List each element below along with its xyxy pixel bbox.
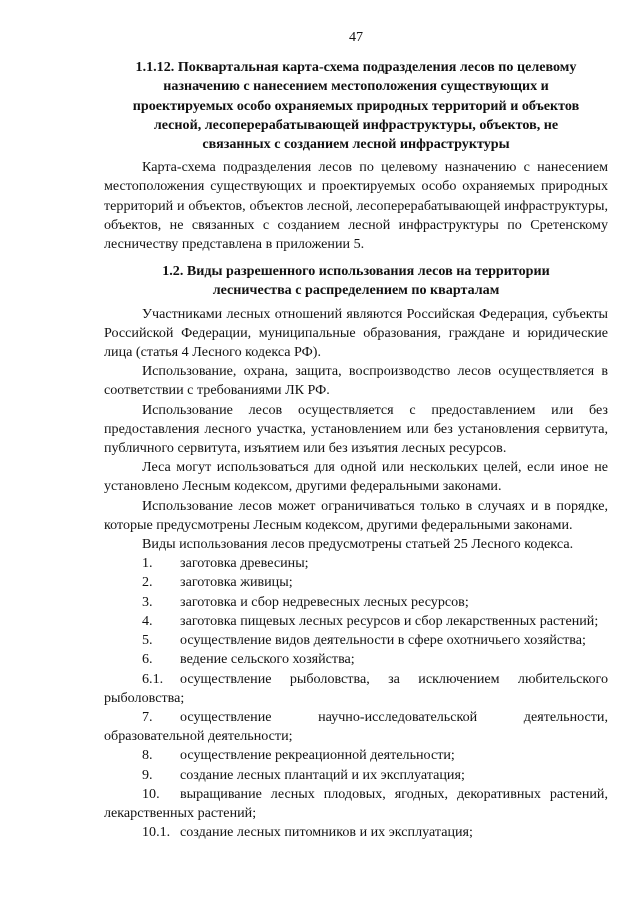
section-paragraph: Использование лесов осуществляется с предоставлением или без предоставления лесного участка, установлением или без установления сервитута, публичного сервитута, изъятием или без изъятия лесных ресурсов. <box>104 401 608 457</box>
list-item <box>104 766 608 785</box>
list-item-number: 6. <box>142 651 153 668</box>
list-item-text: осуществление научно-исследовательской деятельности, образовательной деятельности; <box>104 708 608 745</box>
section-paragraph: Виды использования лесов предусмотрены статьей 25 Лесного кодекса. <box>142 536 574 553</box>
list-item-text: осуществление рыболовства, за исключением любительского рыболовства; <box>104 670 608 706</box>
list-item-number: 9. <box>142 766 153 783</box>
list-item-number: 5. <box>142 632 153 649</box>
forest-use-list <box>104 554 608 842</box>
list-item <box>104 785 608 823</box>
section-paragraph: Карта-схема подразделения лесов по целевому назначению с нанесением местоположения существующих и проектируемых особо охраняемых природных территорий и объектов, объектов лесной, лесоперерабатывающей инфраструктуры, объектов, не связанных с созданием лесной инфраструктуры по Сретенскому лесничеству представлена в приложении 5. <box>104 159 608 253</box>
list-item-number: 8. <box>142 747 153 764</box>
list-item-text: заготовка живицы; <box>180 574 293 591</box>
list-item-text: выращивание лесных плодовых, ягодных, декоративных растений, лекарственных растений; <box>104 785 608 821</box>
section-paragraph: Леса могут использоваться для одной или нескольких целей, если иное не установлено Лесным кодексом, другими федеральными законами. <box>104 459 608 495</box>
heading-line: 1.2. Виды разрешенного использования лесов на территории <box>162 263 550 280</box>
list-item-text: заготовка древесины; <box>180 555 309 572</box>
page-number: 47 <box>348 29 364 45</box>
list-item <box>104 593 608 612</box>
list-item-text: создание лесных плантаций и их эксплуатация; <box>180 766 465 783</box>
list-item <box>104 573 608 592</box>
list-item-text: заготовка пищевых лесных ресурсов и сбор лекарственных растений; <box>180 612 599 629</box>
list-item-number: 6.1. <box>142 670 164 687</box>
list-item-number: 3. <box>142 593 153 610</box>
list-item-text: осуществление видов деятельности в сфере охотничьего хозяйства; <box>180 632 586 649</box>
section-heading-1-2 <box>104 262 608 300</box>
list-item <box>104 612 608 631</box>
list-item-text: заготовка и сбор недревесных лесных ресурсов; <box>180 593 469 610</box>
list-item <box>104 631 608 650</box>
heading-line: назначению с нанесением местоположения существующих и <box>163 78 549 95</box>
list-item-number: 10.1. <box>142 824 171 841</box>
section-paragraph: Использование, охрана, защита, воспроизводство лесов осуществляется в соответствии с требованиями ЛК РФ. <box>104 363 608 399</box>
list-item-number: 1. <box>142 555 153 572</box>
heading-line: лесничества с распределением по кварталам <box>212 282 500 299</box>
list-item <box>104 650 608 669</box>
list-item <box>104 746 608 765</box>
section-paragraph: Использование лесов может ограничиваться только в случаях и в порядке, которые предусмотрены Лесным кодексом, другими федеральными законами. <box>104 497 608 533</box>
list-item-number: 4. <box>142 612 153 629</box>
heading-line: проектируемых особо охраняемых природных территорий и объектов <box>132 97 580 114</box>
section-paragraph: Участниками лесных отношений являются Российская Федерация, субъекты Российской Федерации, муниципальные образования, граждане и юридические лица (статья 4 Лесного кодекса РФ). <box>104 305 608 361</box>
list-item <box>104 670 608 708</box>
list-item-text: создание лесных питомников и их эксплуатация; <box>180 824 473 841</box>
list-item <box>104 554 608 573</box>
heading-line: 1.1.12. Поквартальная карта-схема подразделения лесов по целевому <box>135 59 577 76</box>
section-heading-1-1-12 <box>104 58 608 154</box>
list-item-text: осуществление рекреационной деятельности; <box>180 747 455 764</box>
list-item-number: 7. <box>142 708 153 725</box>
list-item-text: ведение сельского хозяйства; <box>180 651 355 668</box>
list-item <box>104 708 608 746</box>
heading-line: лесной, лесоперерабатывающей инфраструктуры, объектов, не <box>153 116 559 133</box>
heading-line: связанных с созданием лесной инфраструктуры <box>202 136 510 153</box>
list-item-number: 10. <box>142 785 160 802</box>
list-item-number: 2. <box>142 574 153 591</box>
list-item <box>104 823 608 842</box>
